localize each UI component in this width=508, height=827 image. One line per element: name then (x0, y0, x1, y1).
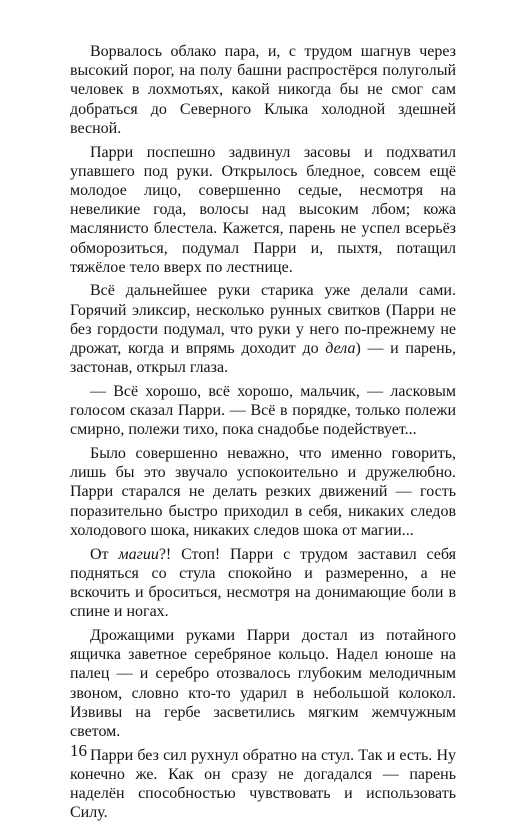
page-number: 16 (70, 741, 87, 760)
paragraph-5: Было совершенно неважно, что именно говорить, лишь бы это звучало успокоительно и дружелюбно. Парри старался не делать резких движений — гость поразительно быстро приходил в себя, никаких следов холодового шока, никаких следов шока от магии... (70, 445, 456, 539)
paragraph-2: Парри поспешно задвинул засовы и подхватил упавшего под руки. Открылось бледное, совсем ещё молодое лицо, совершенно седые, несмотря на невеликие года, волосы над высоким лбом; кожа маслянисто блестела. Кажется, парень не успел всерьёз обморозиться, подумал Парри и, пыхтя, потащил тяжёлое тело вверх по лестнице. (70, 143, 456, 276)
paragraph-4: — Всё хорошо, всё хорошо, мальчик, — ласковым голосом сказал Парри. — Всё в порядке, только полежи смирно, полежи тихо, пока снадобье подействует... (70, 382, 456, 439)
paragraph-6-italic-word: магии (118, 545, 159, 563)
paragraph-3-text-after: ) — и парень, застонав, открыл глаза. (70, 340, 457, 377)
paragraph-6-text-before: От (90, 545, 119, 563)
paragraph-6-text-after: ?! Стоп! Парри с трудом заставил себя подняться со стула спокойно и размеренно, а не вскочить и броситься, несмотря на донимающие боли в спине и ногах. (70, 545, 456, 621)
paragraph-3 (70, 281, 456, 377)
paragraph-3-text-before: Всё дальнейшее руки старика уже делали сами. Горячий эликсир, несколько рунных свитков (Парри не без гордости подумал, что руки у него по-прежнему не дрожат, когда и впрямь доходит до (70, 282, 456, 358)
paragraph-7: Дрожащими руками Парри достал из потайного ящичка заветное серебряное кольцо. Надел юноше на палец — и серебро отозвалось глубоким мелодичным звоном, словно кто-то ударил в небольшой колокол. Извивы на гербе засветились мягким жемчужным светом. (70, 626, 456, 740)
paragraph-3-italic-word: дела (325, 340, 356, 358)
book-page (70, 42, 456, 827)
paragraph-8: Парри без сил рухнул обратно на стул. Так и есть. Ну конечно же. Как он сразу не догадался — парень наделён способностью чувствовать и использовать Силу. (70, 746, 456, 822)
paragraph-1: Ворвалось облако пара, и, с трудом шагнув через высокий порог, на полу башни распростёрся полуголый человек в лохмотьях, какой никогда бы не смог сам добраться до Северного Клыка холодной здешней весной. (70, 43, 456, 137)
paragraph-6 (70, 545, 456, 622)
